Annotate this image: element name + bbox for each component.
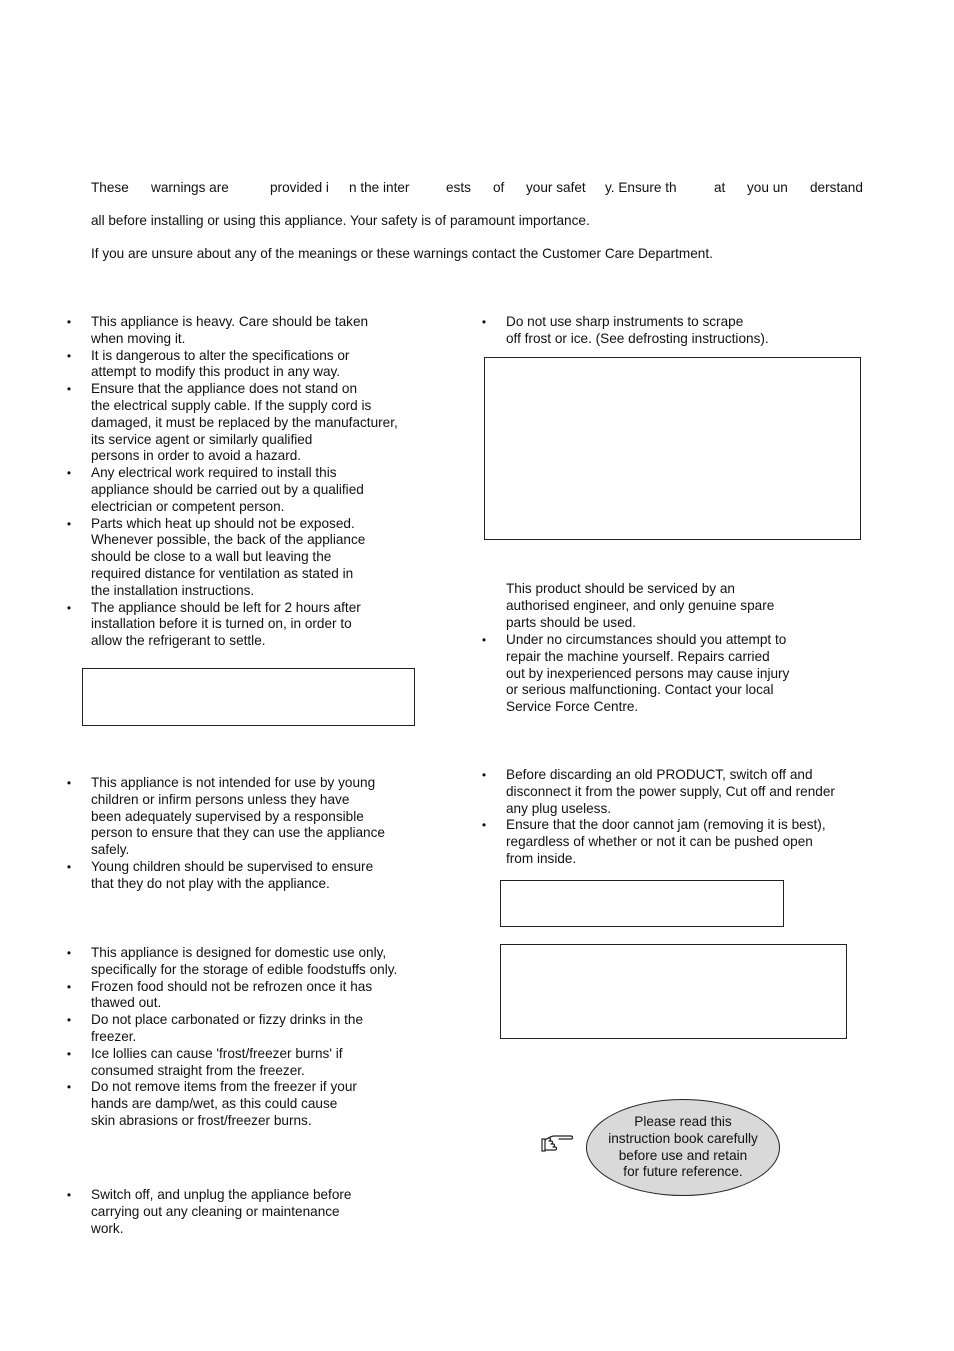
bullet-item <box>66 1079 431 1129</box>
bullet-text: Switch off, and unplug the appliance before carrying out any cleaning or maintenance work. <box>91 1187 352 1236</box>
bullet-dot: • <box>66 946 72 960</box>
bullet-item <box>66 775 431 859</box>
right-disposal-list <box>481 767 866 868</box>
bullet-text: Parts which heat up should not be exposed. Whenever possible, the back of the appliance should be close to a wall but leaving the required distance for ventilation as stated in the installation instructions. <box>91 515 366 598</box>
bullet-item <box>66 1045 431 1080</box>
bullet-text: Do not place carbonated or fizzy drinks in the freezer. <box>91 1012 364 1044</box>
bullet-item <box>481 314 866 348</box>
bullet-item <box>66 978 431 1013</box>
left-child-safety-list <box>66 775 431 893</box>
bullet-dot: • <box>66 776 72 790</box>
bullet-item <box>66 1012 431 1046</box>
bullet-dot: • <box>66 382 72 397</box>
bullet-item <box>481 767 866 817</box>
bullet-dot: • <box>481 818 487 833</box>
bullet-item <box>66 1187 431 1237</box>
bullet-item <box>66 347 431 382</box>
bullet-text: Do not remove items from the freezer if your hands are damp/wet, as this could cause skin abrasions or frost/freezer burns. <box>91 1079 357 1128</box>
pointing-hand-icon <box>540 1130 574 1154</box>
bullet-item <box>481 632 866 716</box>
bullet-dot: • <box>66 1080 72 1095</box>
bullet-text: Under no circumstances should you attempt to repair the machine yourself. Repairs carried out by inexperienced persons may cause injury or serious malfunctioning. Contact your local Service Force Centre. <box>506 632 790 715</box>
left-cleaning-list <box>66 1187 431 1237</box>
bullet-dot: • <box>66 315 72 329</box>
bullet-dot: • <box>66 859 72 874</box>
intro-word: n the inter <box>349 180 410 195</box>
intro-word: you un <box>747 180 788 195</box>
bullet-text: Do not use sharp instruments to scrape off frost or ice. (See defrosting instructions). <box>506 314 769 346</box>
bullet-dot: • <box>66 1188 72 1202</box>
intro-word: provided i <box>270 180 329 195</box>
bullet-text: The appliance should be left for 2 hours after installation before it is turned on, in order to allow the refrigerant to settle. <box>91 599 361 649</box>
intro-line-3: If you are unsure about any of the meanings or these warnings contact the Customer Care Department. <box>91 246 713 261</box>
intro-word: y. Ensure th <box>605 180 677 195</box>
bullet-dot: • <box>66 466 72 481</box>
bullet-text: Frozen food should not be refrozen once it has thawed out. <box>91 978 373 1011</box>
intro-word: of <box>493 180 505 195</box>
intro-word: These <box>91 180 129 195</box>
bullet-text: Ensure that the door cannot jam (removing it is best), regardless of whether or not it can be pushed open from inside. <box>506 817 826 866</box>
intro-word: at <box>714 180 726 195</box>
bullet-item <box>66 381 431 465</box>
left-empty-box-1 <box>82 668 415 726</box>
bullet-dot: • <box>481 768 487 782</box>
bullet-item <box>66 858 431 893</box>
bullet-item <box>66 945 431 979</box>
intro-word: your safet <box>526 180 586 195</box>
bullet-dot: • <box>66 1046 72 1061</box>
bullet-item <box>66 465 431 515</box>
bullet-text: Ice lollies can cause 'frost/freezer burns' if consumed straight from the freezer. <box>91 1045 343 1078</box>
bullet-dot: • <box>66 348 72 363</box>
bullet-text: This appliance is designed for domestic use only, specifically for the storage of edible foodstuffs only. <box>91 945 398 977</box>
bullet-text: Ensure that the appliance does not stand on the electrical supply cable. If the supply cord is damaged, it must be replaced by the manufacturer, its service agent or similarly qualified persons in order to avoid a hazard. <box>91 381 398 464</box>
bullet-dot: • <box>66 979 72 994</box>
left-general-use-list <box>66 945 431 1130</box>
bullet-text: It is dangerous to alter the specifications or attempt to modify this product in any way. <box>91 347 350 380</box>
bullet-item <box>66 314 431 348</box>
bullet-dot: • <box>66 516 72 531</box>
bullet-text: This appliance is not intended for use by young children or infirm persons unless they have been adequately supervised by a responsible person to ensure that they can use the appliance safely. <box>91 775 385 858</box>
right-empty-box-1 <box>484 357 861 540</box>
bullet-dot: • <box>481 315 487 329</box>
right-service-list <box>481 632 866 716</box>
bullet-text: Young children should be supervised to ensure that they do not play with the appliance. <box>91 858 374 891</box>
bullet-text: Before discarding an old PRODUCT, switch off and disconnect it from the power supply, Cut off and render any plug useless. <box>506 767 835 816</box>
service-text: This product should be serviced by an authorised engineer, and only genuine spare parts should be used. <box>506 581 775 630</box>
intro-word: warnings are <box>151 180 229 195</box>
bullet-dot: • <box>66 600 72 615</box>
bullet-dot: • <box>481 633 487 647</box>
intro-line-2: all before installing or using this appliance. Your safety is of paramount importance. <box>91 213 590 228</box>
bullet-dot: • <box>66 1013 72 1028</box>
right-empty-box-3 <box>500 944 847 1039</box>
right-defrost-list <box>481 314 866 348</box>
right-empty-box-2 <box>500 880 784 927</box>
notice-text: Please read this instruction book carefully before use and retain for future reference. <box>608 1114 758 1180</box>
bullet-text: This appliance is heavy. Care should be taken when moving it. <box>91 314 369 346</box>
bullet-item <box>66 515 431 600</box>
bullet-text: Any electrical work required to install this appliance should be carried out by a qualified electrician or competent person. <box>91 465 364 514</box>
bullet-item <box>66 599 431 650</box>
left-general-safety-list <box>66 314 431 650</box>
bullet-item <box>481 817 866 867</box>
read-instructions-notice <box>586 1099 780 1196</box>
intro-word: ests <box>446 180 471 195</box>
intro-word: derstand <box>810 180 863 195</box>
